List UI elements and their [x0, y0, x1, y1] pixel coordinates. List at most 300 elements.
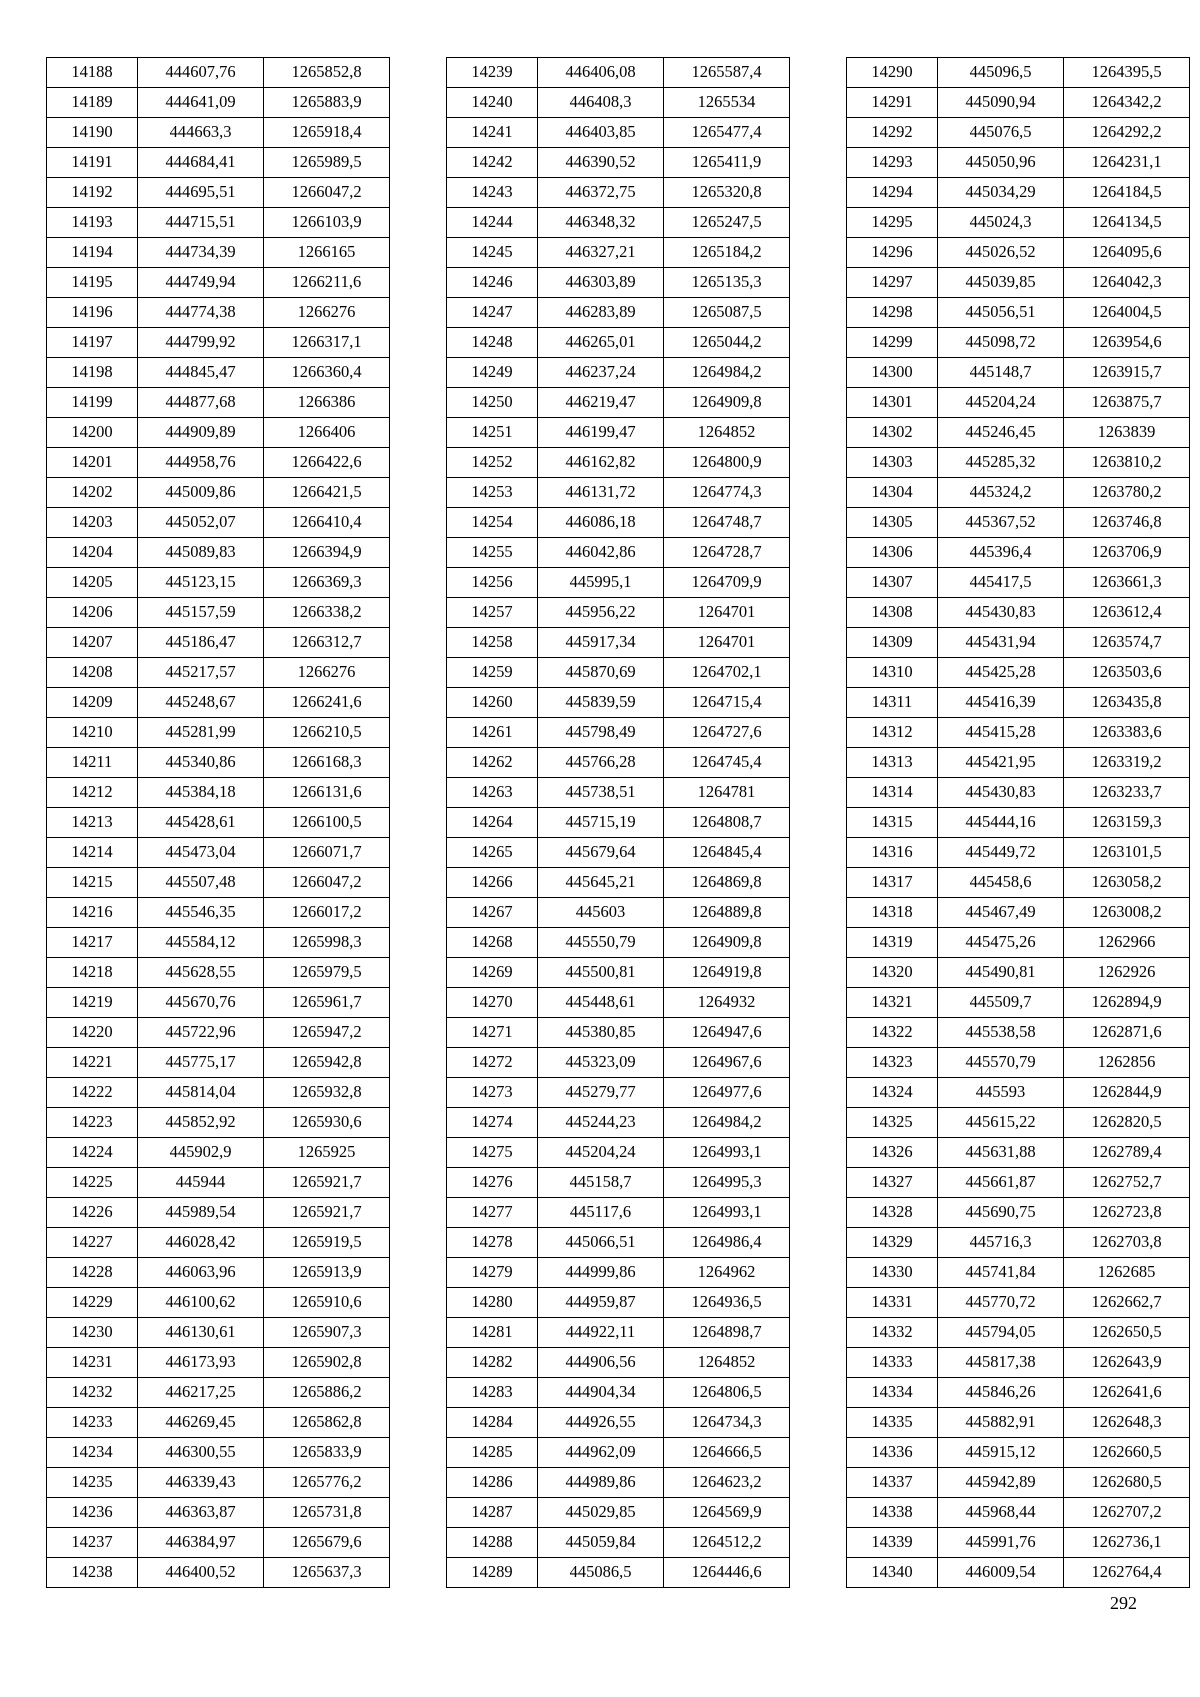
- point-number-cell: 14331: [847, 1288, 938, 1318]
- table-row: [447, 868, 790, 898]
- x-coordinate-cell: 444958,76: [138, 448, 264, 478]
- table-row: [447, 1258, 790, 1288]
- x-coordinate-cell: 445846,26: [938, 1378, 1064, 1408]
- x-coordinate-cell: 445917,34: [538, 628, 664, 658]
- y-coordinate-cell: 1263706,9: [1064, 538, 1190, 568]
- y-coordinate-cell: 1266071,7: [264, 838, 390, 868]
- y-coordinate-cell: 1266369,3: [264, 568, 390, 598]
- point-number-cell: 14228: [47, 1258, 138, 1288]
- x-coordinate-cell: 445281,99: [138, 718, 264, 748]
- point-number-cell: 14210: [47, 718, 138, 748]
- point-number-cell: 14303: [847, 448, 938, 478]
- x-coordinate-cell: 446339,43: [138, 1468, 264, 1498]
- x-coordinate-cell: 446400,52: [138, 1558, 264, 1588]
- point-number-cell: 14233: [47, 1408, 138, 1438]
- y-coordinate-cell: 1265907,3: [264, 1318, 390, 1348]
- x-coordinate-cell: 445546,35: [138, 898, 264, 928]
- y-coordinate-cell: 1263661,3: [1064, 568, 1190, 598]
- x-coordinate-cell: 445416,39: [938, 688, 1064, 718]
- x-coordinate-cell: 445661,87: [938, 1168, 1064, 1198]
- table-row: [847, 1528, 1190, 1558]
- point-number-cell: 14287: [447, 1498, 538, 1528]
- y-coordinate-cell: 1265862,8: [264, 1408, 390, 1438]
- x-coordinate-cell: 446348,32: [538, 208, 664, 238]
- y-coordinate-cell: 1264984,2: [664, 1108, 790, 1138]
- table-row: [447, 838, 790, 868]
- y-coordinate-cell: 1265902,8: [264, 1348, 390, 1378]
- y-coordinate-cell: 1264569,9: [664, 1498, 790, 1528]
- table-row: [847, 358, 1190, 388]
- y-coordinate-cell: 1262650,5: [1064, 1318, 1190, 1348]
- x-coordinate-cell: 445956,22: [538, 598, 664, 628]
- table-row: [447, 448, 790, 478]
- table-row: [47, 58, 390, 88]
- point-number-cell: 14263: [447, 778, 538, 808]
- y-coordinate-cell: 1264993,1: [664, 1138, 790, 1168]
- y-coordinate-cell: 1265925: [264, 1138, 390, 1168]
- y-coordinate-cell: 1265989,5: [264, 148, 390, 178]
- point-number-cell: 14340: [847, 1558, 938, 1588]
- x-coordinate-cell: 445593: [938, 1078, 1064, 1108]
- x-coordinate-cell: 445995,1: [538, 568, 664, 598]
- point-number-cell: 14258: [447, 628, 538, 658]
- point-number-cell: 14259: [447, 658, 538, 688]
- point-number-cell: 14315: [847, 808, 938, 838]
- point-number-cell: 14232: [47, 1378, 138, 1408]
- y-coordinate-cell: 1262736,1: [1064, 1528, 1190, 1558]
- x-coordinate-cell: 444909,89: [138, 418, 264, 448]
- x-coordinate-cell: 445942,89: [938, 1468, 1064, 1498]
- y-coordinate-cell: 1264727,6: [664, 718, 790, 748]
- x-coordinate-cell: 445052,07: [138, 508, 264, 538]
- x-coordinate-cell: 445421,95: [938, 748, 1064, 778]
- y-coordinate-cell: 1263810,2: [1064, 448, 1190, 478]
- table-row: [47, 1498, 390, 1528]
- point-number-cell: 14200: [47, 418, 138, 448]
- y-coordinate-cell: 1262966: [1064, 928, 1190, 958]
- y-coordinate-cell: 1263101,5: [1064, 838, 1190, 868]
- table-row: [47, 478, 390, 508]
- x-coordinate-cell: 445425,28: [938, 658, 1064, 688]
- point-number-cell: 14214: [47, 838, 138, 868]
- x-coordinate-cell: 445991,76: [938, 1528, 1064, 1558]
- point-number-cell: 14211: [47, 748, 138, 778]
- x-coordinate-cell: 446130,61: [138, 1318, 264, 1348]
- x-coordinate-cell: 446327,21: [538, 238, 664, 268]
- point-number-cell: 14219: [47, 988, 138, 1018]
- x-coordinate-cell: 445679,64: [538, 838, 664, 868]
- point-number-cell: 14306: [847, 538, 938, 568]
- x-coordinate-cell: 445430,83: [938, 778, 1064, 808]
- y-coordinate-cell: 1264184,5: [1064, 178, 1190, 208]
- point-number-cell: 14302: [847, 418, 938, 448]
- table-row: [47, 1348, 390, 1378]
- x-coordinate-cell: 445770,72: [938, 1288, 1064, 1318]
- point-number-cell: 14221: [47, 1048, 138, 1078]
- point-number-cell: 14297: [847, 268, 938, 298]
- x-coordinate-cell: 445090,94: [938, 88, 1064, 118]
- x-coordinate-cell: 446403,85: [538, 118, 664, 148]
- x-coordinate-cell: 445384,18: [138, 778, 264, 808]
- table-row: [847, 148, 1190, 178]
- table-row: [847, 268, 1190, 298]
- point-number-cell: 14319: [847, 928, 938, 958]
- y-coordinate-cell: 1264806,5: [664, 1378, 790, 1408]
- y-coordinate-cell: 1263435,8: [1064, 688, 1190, 718]
- table-row: [847, 1438, 1190, 1468]
- x-coordinate-cell: 445944: [138, 1168, 264, 1198]
- table-row: [847, 598, 1190, 628]
- x-coordinate-cell: 444962,09: [538, 1438, 664, 1468]
- point-number-cell: 14212: [47, 778, 138, 808]
- y-coordinate-cell: 1264342,2: [1064, 88, 1190, 118]
- point-number-cell: 14311: [847, 688, 938, 718]
- table-row: [847, 568, 1190, 598]
- y-coordinate-cell: 1263233,7: [1064, 778, 1190, 808]
- table-row: [47, 1078, 390, 1108]
- y-coordinate-cell: 1266410,4: [264, 508, 390, 538]
- table-row: [847, 1258, 1190, 1288]
- table-row: [847, 1318, 1190, 1348]
- point-number-cell: 14301: [847, 388, 938, 418]
- y-coordinate-cell: 1264701: [664, 628, 790, 658]
- point-number-cell: 14250: [447, 388, 538, 418]
- y-coordinate-cell: 1262789,4: [1064, 1138, 1190, 1168]
- y-coordinate-cell: 1266211,6: [264, 268, 390, 298]
- y-coordinate-cell: 1264666,5: [664, 1438, 790, 1468]
- point-number-cell: 14333: [847, 1348, 938, 1378]
- y-coordinate-cell: 1264889,8: [664, 898, 790, 928]
- table-row: [847, 688, 1190, 718]
- point-number-cell: 14279: [447, 1258, 538, 1288]
- point-number-cell: 14265: [447, 838, 538, 868]
- y-coordinate-cell: 1265921,7: [264, 1198, 390, 1228]
- point-number-cell: 14300: [847, 358, 938, 388]
- table-row: [447, 358, 790, 388]
- point-number-cell: 14289: [447, 1558, 538, 1588]
- table-row: [847, 1198, 1190, 1228]
- table-row: [847, 208, 1190, 238]
- y-coordinate-cell: 1264800,9: [664, 448, 790, 478]
- x-coordinate-cell: 445204,24: [538, 1138, 664, 1168]
- y-coordinate-cell: 1264715,4: [664, 688, 790, 718]
- x-coordinate-cell: 445157,59: [138, 598, 264, 628]
- table-row: [847, 1558, 1190, 1588]
- table-row: [47, 868, 390, 898]
- point-number-cell: 14330: [847, 1258, 938, 1288]
- y-coordinate-cell: 1262703,8: [1064, 1228, 1190, 1258]
- point-number-cell: 14274: [447, 1108, 538, 1138]
- table-row: [47, 628, 390, 658]
- x-coordinate-cell: 445448,61: [538, 988, 664, 1018]
- point-number-cell: 14268: [447, 928, 538, 958]
- point-number-cell: 14253: [447, 478, 538, 508]
- table-row: [47, 1138, 390, 1168]
- table-row: [47, 1438, 390, 1468]
- point-number-cell: 14272: [447, 1048, 538, 1078]
- y-coordinate-cell: 1264781: [664, 778, 790, 808]
- table-row: [447, 658, 790, 688]
- point-number-cell: 14224: [47, 1138, 138, 1168]
- y-coordinate-cell: 1266047,2: [264, 868, 390, 898]
- table-row: [847, 1138, 1190, 1168]
- y-coordinate-cell: 1263612,4: [1064, 598, 1190, 628]
- y-coordinate-cell: 1265534: [664, 88, 790, 118]
- y-coordinate-cell: 1262856: [1064, 1048, 1190, 1078]
- table-row: [47, 268, 390, 298]
- x-coordinate-cell: 445430,83: [938, 598, 1064, 628]
- point-number-cell: 14296: [847, 238, 938, 268]
- point-number-cell: 14264: [447, 808, 538, 838]
- point-number-cell: 14285: [447, 1438, 538, 1468]
- x-coordinate-cell: 446219,47: [538, 388, 664, 418]
- x-coordinate-cell: 446237,24: [538, 358, 664, 388]
- coordinates-table-1: [46, 57, 390, 1588]
- y-coordinate-cell: 1265913,9: [264, 1258, 390, 1288]
- y-coordinate-cell: 1263159,3: [1064, 808, 1190, 838]
- point-number-cell: 14307: [847, 568, 938, 598]
- table-row: [847, 1048, 1190, 1078]
- point-number-cell: 14317: [847, 868, 938, 898]
- point-number-cell: 14280: [447, 1288, 538, 1318]
- y-coordinate-cell: 1266406: [264, 418, 390, 448]
- point-number-cell: 14295: [847, 208, 938, 238]
- y-coordinate-cell: 1266131,6: [264, 778, 390, 808]
- point-number-cell: 14226: [47, 1198, 138, 1228]
- point-number-cell: 14313: [847, 748, 938, 778]
- y-coordinate-cell: 1264623,2: [664, 1468, 790, 1498]
- y-coordinate-cell: 1263319,2: [1064, 748, 1190, 778]
- point-number-cell: 14325: [847, 1108, 938, 1138]
- point-number-cell: 14281: [447, 1318, 538, 1348]
- x-coordinate-cell: 446303,89: [538, 268, 664, 298]
- table-row: [447, 1498, 790, 1528]
- x-coordinate-cell: 445248,67: [138, 688, 264, 718]
- table-row: [47, 1228, 390, 1258]
- x-coordinate-cell: 445279,77: [538, 1078, 664, 1108]
- table-row: [47, 718, 390, 748]
- point-number-cell: 14241: [447, 118, 538, 148]
- y-coordinate-cell: 1265979,5: [264, 958, 390, 988]
- table-row: [447, 148, 790, 178]
- table-row: [447, 538, 790, 568]
- x-coordinate-cell: 445490,81: [938, 958, 1064, 988]
- x-coordinate-cell: 445039,85: [938, 268, 1064, 298]
- x-coordinate-cell: 444845,47: [138, 358, 264, 388]
- table-row: [47, 1288, 390, 1318]
- x-coordinate-cell: 445509,7: [938, 988, 1064, 1018]
- y-coordinate-cell: 1265184,2: [664, 238, 790, 268]
- table-row: [447, 1168, 790, 1198]
- x-coordinate-cell: 445741,84: [938, 1258, 1064, 1288]
- table-row: [447, 118, 790, 148]
- x-coordinate-cell: 444684,41: [138, 148, 264, 178]
- y-coordinate-cell: 1266421,5: [264, 478, 390, 508]
- y-coordinate-cell: 1266276: [264, 298, 390, 328]
- x-coordinate-cell: 444926,55: [538, 1408, 664, 1438]
- point-number-cell: 14204: [47, 538, 138, 568]
- y-coordinate-cell: 1265587,4: [664, 58, 790, 88]
- point-number-cell: 14277: [447, 1198, 538, 1228]
- x-coordinate-cell: 446265,01: [538, 328, 664, 358]
- table-row: [47, 928, 390, 958]
- x-coordinate-cell: 445716,3: [938, 1228, 1064, 1258]
- point-number-cell: 14213: [47, 808, 138, 838]
- point-number-cell: 14229: [47, 1288, 138, 1318]
- x-coordinate-cell: 445380,85: [538, 1018, 664, 1048]
- y-coordinate-cell: 1262660,5: [1064, 1438, 1190, 1468]
- y-coordinate-cell: 1264852: [664, 1348, 790, 1378]
- y-coordinate-cell: 1264984,2: [664, 358, 790, 388]
- point-number-cell: 14327: [847, 1168, 938, 1198]
- table-row: [847, 58, 1190, 88]
- point-number-cell: 14305: [847, 508, 938, 538]
- y-coordinate-cell: 1264446,6: [664, 1558, 790, 1588]
- point-number-cell: 14291: [847, 88, 938, 118]
- table-row: [47, 1408, 390, 1438]
- y-coordinate-cell: 1264993,1: [664, 1198, 790, 1228]
- point-number-cell: 14194: [47, 238, 138, 268]
- table-row: [447, 1138, 790, 1168]
- table-row: [847, 1408, 1190, 1438]
- y-coordinate-cell: 1266317,1: [264, 328, 390, 358]
- x-coordinate-cell: 445473,04: [138, 838, 264, 868]
- point-number-cell: 14215: [47, 868, 138, 898]
- y-coordinate-cell: 1264995,3: [664, 1168, 790, 1198]
- point-number-cell: 14286: [447, 1468, 538, 1498]
- x-coordinate-cell: 445367,52: [938, 508, 1064, 538]
- table-row: [847, 448, 1190, 478]
- y-coordinate-cell: 1262723,8: [1064, 1198, 1190, 1228]
- point-number-cell: 14275: [447, 1138, 538, 1168]
- table-row: [47, 178, 390, 208]
- x-coordinate-cell: 445066,51: [538, 1228, 664, 1258]
- table-row: [847, 658, 1190, 688]
- table-row: [847, 838, 1190, 868]
- point-number-cell: 14236: [47, 1498, 138, 1528]
- y-coordinate-cell: 1266210,5: [264, 718, 390, 748]
- x-coordinate-cell: 444799,92: [138, 328, 264, 358]
- y-coordinate-cell: 1266168,3: [264, 748, 390, 778]
- table-row: [847, 628, 1190, 658]
- point-number-cell: 14207: [47, 628, 138, 658]
- y-coordinate-cell: 1262926: [1064, 958, 1190, 988]
- table-row: [47, 1168, 390, 1198]
- x-coordinate-cell: 444999,86: [538, 1258, 664, 1288]
- point-number-cell: 14205: [47, 568, 138, 598]
- table-row: [47, 568, 390, 598]
- x-coordinate-cell: 444774,38: [138, 298, 264, 328]
- x-coordinate-cell: 445428,61: [138, 808, 264, 838]
- table-row: [47, 418, 390, 448]
- table-row: [847, 898, 1190, 928]
- point-number-cell: 14273: [447, 1078, 538, 1108]
- point-number-cell: 14238: [47, 1558, 138, 1588]
- x-coordinate-cell: 445615,22: [938, 1108, 1064, 1138]
- point-number-cell: 14324: [847, 1078, 938, 1108]
- table-row: [847, 118, 1190, 148]
- table-row: [447, 388, 790, 418]
- table-row: [447, 1408, 790, 1438]
- y-coordinate-cell: 1264977,6: [664, 1078, 790, 1108]
- table-row: [447, 1108, 790, 1138]
- point-number-cell: 14328: [847, 1198, 938, 1228]
- x-coordinate-cell: 445814,04: [138, 1078, 264, 1108]
- point-number-cell: 14249: [447, 358, 538, 388]
- x-coordinate-cell: 445056,51: [938, 298, 1064, 328]
- table-row: [447, 298, 790, 328]
- x-coordinate-cell: 446283,89: [538, 298, 664, 328]
- table-body: [847, 58, 1190, 1588]
- table-row: [447, 1048, 790, 1078]
- x-coordinate-cell: 445839,59: [538, 688, 664, 718]
- table-row: [47, 208, 390, 238]
- y-coordinate-cell: 1264936,5: [664, 1288, 790, 1318]
- x-coordinate-cell: 445645,21: [538, 868, 664, 898]
- x-coordinate-cell: 445902,9: [138, 1138, 264, 1168]
- table-row: [447, 1438, 790, 1468]
- x-coordinate-cell: 445059,84: [538, 1528, 664, 1558]
- x-coordinate-cell: 444695,51: [138, 178, 264, 208]
- y-coordinate-cell: 1264898,7: [664, 1318, 790, 1348]
- table-row: [447, 628, 790, 658]
- point-number-cell: 14202: [47, 478, 138, 508]
- x-coordinate-cell: 446100,62: [138, 1288, 264, 1318]
- table-row: [47, 598, 390, 628]
- x-coordinate-cell: 445722,96: [138, 1018, 264, 1048]
- table-row: [447, 1558, 790, 1588]
- x-coordinate-cell: 445246,45: [938, 418, 1064, 448]
- y-coordinate-cell: 1262752,7: [1064, 1168, 1190, 1198]
- table-row: [447, 568, 790, 598]
- y-coordinate-cell: 1266047,2: [264, 178, 390, 208]
- point-number-cell: 14292: [847, 118, 938, 148]
- point-number-cell: 14298: [847, 298, 938, 328]
- y-coordinate-cell: 1266241,6: [264, 688, 390, 718]
- table-row: [847, 1168, 1190, 1198]
- y-coordinate-cell: 1266103,9: [264, 208, 390, 238]
- coordinates-table-2: [446, 57, 790, 1588]
- point-number-cell: 14227: [47, 1228, 138, 1258]
- table-row: [47, 1198, 390, 1228]
- table-row: [447, 988, 790, 1018]
- x-coordinate-cell: 445123,15: [138, 568, 264, 598]
- x-coordinate-cell: 446042,86: [538, 538, 664, 568]
- y-coordinate-cell: 1262707,2: [1064, 1498, 1190, 1528]
- table-row: [847, 958, 1190, 988]
- y-coordinate-cell: 1266394,9: [264, 538, 390, 568]
- table-row: [47, 1258, 390, 1288]
- table-row: [47, 1468, 390, 1498]
- y-coordinate-cell: 1265961,7: [264, 988, 390, 1018]
- x-coordinate-cell: 445029,85: [538, 1498, 664, 1528]
- point-number-cell: 14230: [47, 1318, 138, 1348]
- table-row: [47, 118, 390, 148]
- point-number-cell: 14248: [447, 328, 538, 358]
- table-row: [447, 748, 790, 778]
- table-row: [47, 1318, 390, 1348]
- point-number-cell: 14237: [47, 1528, 138, 1558]
- y-coordinate-cell: 1262643,9: [1064, 1348, 1190, 1378]
- table-row: [447, 598, 790, 628]
- table-row: [47, 1558, 390, 1588]
- table-row: [47, 88, 390, 118]
- table-row: [47, 748, 390, 778]
- y-coordinate-cell: 1265852,8: [264, 58, 390, 88]
- y-coordinate-cell: 1264909,8: [664, 928, 790, 958]
- point-number-cell: 14246: [447, 268, 538, 298]
- table-row: [447, 1018, 790, 1048]
